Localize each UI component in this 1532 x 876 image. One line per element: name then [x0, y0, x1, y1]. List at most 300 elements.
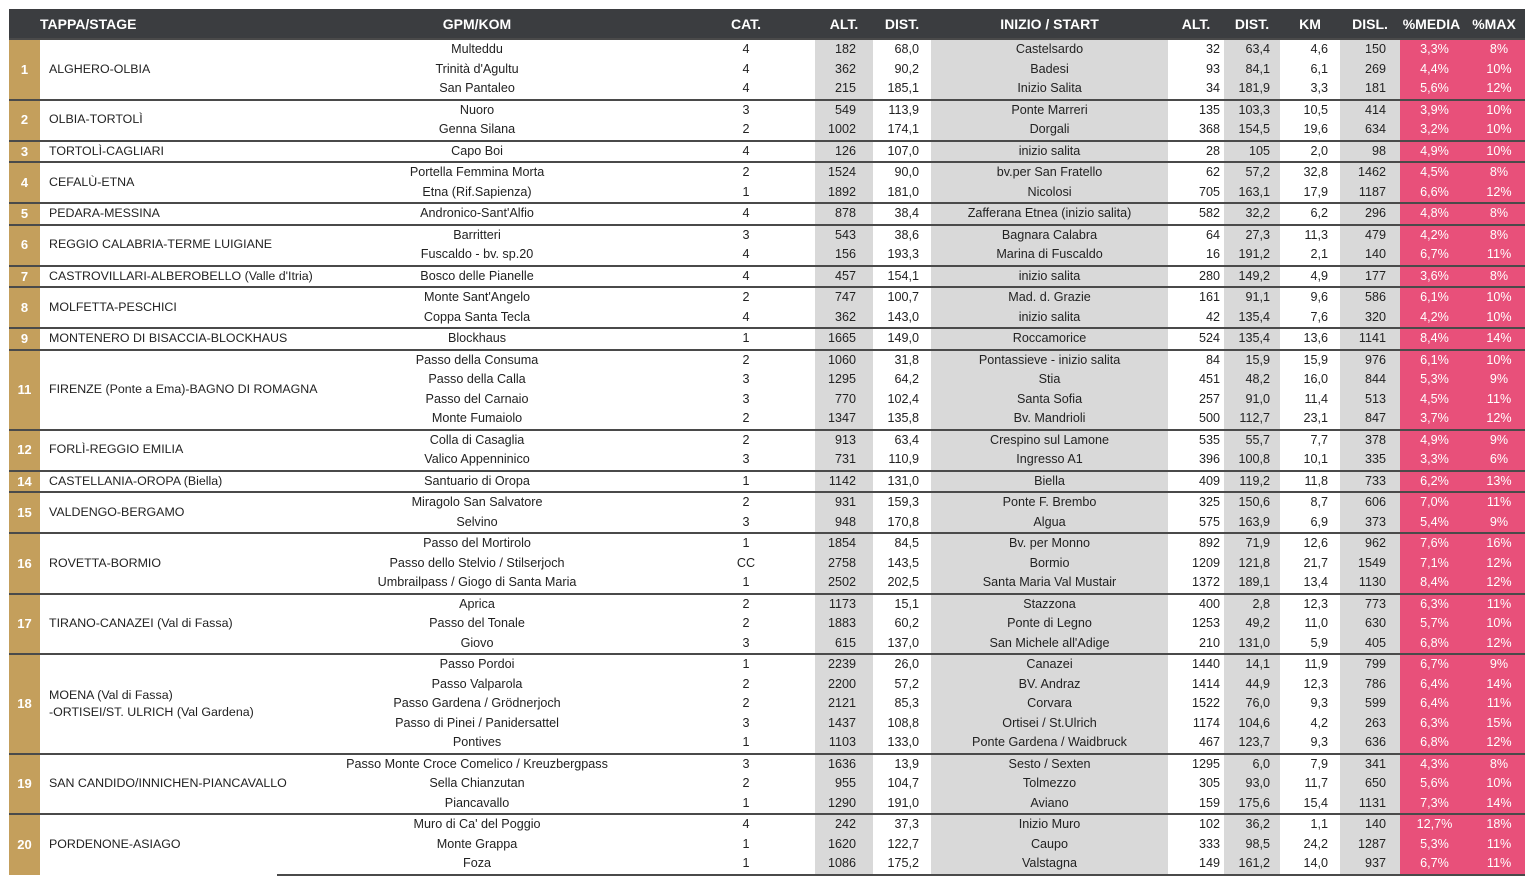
average-gradient: 3,9%: [1400, 100, 1463, 121]
climb-name: Coppa Santa Tecla: [423, 309, 531, 324]
climb-altitude: 1295: [815, 370, 873, 390]
climb-category: 1: [677, 854, 815, 875]
stage-name: FORLÌ-REGGIO EMILIA: [40, 430, 277, 471]
climb-altitude: 1142: [815, 471, 873, 493]
start-distance: 121,8: [1224, 554, 1280, 574]
start-distance: 2,8: [1224, 594, 1280, 615]
elevation-gain: 844: [1340, 370, 1400, 390]
climb-name: Aprica: [277, 594, 677, 615]
climb-category: 4: [677, 39, 815, 60]
climb-name: Miragolo San Salvatore: [277, 492, 677, 513]
start-altitude: 1174: [1192, 715, 1221, 730]
start-altitude: 93: [1206, 61, 1221, 76]
elevation-gain: 296: [1340, 203, 1400, 225]
max-gradient: 8%: [1463, 162, 1525, 183]
start-distance: 154,5: [1224, 120, 1280, 141]
max-gradient: 8%: [1463, 225, 1525, 246]
elevation-gain: 405: [1340, 634, 1400, 655]
climb-length-km: 12,6: [1280, 533, 1340, 554]
climb-altitude: 126: [815, 141, 873, 163]
climb-distance: 202,5: [887, 575, 920, 589]
max-gradient: 11%: [1463, 835, 1525, 855]
max-gradient: 10%: [1463, 100, 1525, 121]
climb-name: Passo del Mortirolo: [277, 533, 677, 554]
climb-name: Passo Gardena / Grödnerjoch: [393, 696, 561, 710]
climb-name: Colla di Casaglia: [277, 430, 677, 451]
climbs-table: [9, 9, 1525, 876]
max-gradient: 6%: [1463, 450, 1525, 471]
max-gradient: 16%: [1463, 533, 1525, 554]
start-altitude: 210: [1199, 635, 1221, 650]
elevation-gain: 335: [1340, 450, 1400, 471]
max-gradient: 14%: [1463, 794, 1525, 815]
start-altitude: 42: [1206, 309, 1221, 324]
average-gradient: 4,9%: [1400, 430, 1463, 451]
climb-distance: 90,2: [894, 61, 920, 76]
elevation-gain: 962: [1340, 533, 1400, 554]
climb-length-km: 10,1: [1303, 452, 1329, 466]
start-distance: 49,2: [1224, 614, 1280, 634]
average-gradient: 7,0%: [1400, 492, 1463, 513]
climb-altitude: 770: [815, 390, 873, 410]
climb-altitude: 1086: [815, 854, 873, 875]
climb-category: 2: [677, 430, 815, 451]
elevation-gain: 1130: [1340, 573, 1400, 594]
climb-category: 1: [742, 795, 750, 810]
header-cat: CAT.: [677, 9, 815, 39]
climb-altitude: 362: [815, 308, 873, 329]
climb-altitude: 156: [815, 245, 873, 266]
climb-category: 3: [677, 225, 815, 246]
climb-name: Muro di Ca' del Poggio: [277, 814, 677, 835]
start-distance: 93,0: [1224, 774, 1280, 794]
climbs-table-container: [9, 9, 1525, 876]
stage-number: 5: [9, 203, 40, 225]
climb-category: 4: [742, 81, 750, 95]
start-location: Badesi: [931, 60, 1168, 80]
climb-altitude: 457: [815, 266, 873, 288]
table-row: [9, 141, 1525, 163]
start-location: Inizio Muro: [931, 814, 1168, 835]
climb-name: Santuario di Oropa: [277, 471, 677, 493]
stage-number: 19: [9, 754, 40, 815]
max-gradient: 13%: [1463, 471, 1525, 493]
start-distance: 175,6: [1224, 794, 1280, 815]
climb-name: Passo del Carnaio: [425, 391, 529, 406]
start-distance: 123,7: [1224, 733, 1280, 754]
climb-length-km: 9,3: [1310, 735, 1329, 749]
climb-distance: 13,9: [873, 754, 931, 775]
max-gradient: 9%: [1463, 430, 1525, 451]
max-gradient: 10%: [1463, 287, 1525, 308]
stage-name: SAN CANDIDO/INNICHEN-PIANCAVALLO: [40, 754, 277, 815]
stage-number: 4: [9, 162, 40, 203]
elevation-gain: 1549: [1340, 554, 1400, 574]
table-body: [9, 39, 1525, 875]
header-start-dist: DIST.: [1224, 9, 1280, 39]
max-gradient: 8%: [1463, 754, 1525, 775]
start-altitude: 1209: [1191, 555, 1221, 570]
elevation-gain: 976: [1340, 350, 1400, 371]
max-gradient: 18%: [1463, 814, 1525, 835]
start-distance: 71,9: [1224, 533, 1280, 554]
average-gradient: 6,3%: [1400, 714, 1463, 734]
elevation-gain: 799: [1340, 654, 1400, 675]
climb-length-km: 15,4: [1303, 795, 1329, 810]
start-altitude: 467: [1199, 735, 1221, 749]
average-gradient: 5,4%: [1400, 513, 1463, 534]
average-gradient: 6,8%: [1400, 634, 1463, 655]
climb-distance: 104,7: [887, 776, 920, 790]
table-row: [9, 350, 1525, 371]
average-gradient: 4,9%: [1400, 141, 1463, 163]
stage-number: 16: [9, 533, 40, 594]
table-row: [9, 471, 1525, 493]
climb-name: Foza: [277, 854, 677, 875]
start-distance: 149,2: [1224, 266, 1280, 288]
stage-name: CASTROVILLARI-ALBEROBELLO (Valle d'Itria): [40, 266, 277, 288]
start-location: Bv. Mandrioli: [931, 409, 1168, 430]
header-dist: DIST.: [873, 9, 931, 39]
elevation-gain: 937: [1340, 854, 1400, 875]
climb-name: Genna Silana: [438, 122, 516, 136]
average-gradient: 4,8%: [1400, 203, 1463, 225]
start-altitude: 1295: [1168, 754, 1224, 775]
average-gradient: 7,6%: [1400, 533, 1463, 554]
stage-number: 14: [9, 471, 40, 493]
stage-name: PEDARA-MESSINA: [40, 203, 277, 225]
climb-category: 2: [677, 162, 815, 183]
climb-category: 1: [742, 836, 750, 851]
climb-altitude: 215: [815, 79, 873, 100]
start-location: Valstagna: [931, 854, 1168, 875]
elevation-gain: 177: [1340, 266, 1400, 288]
start-altitude: 1522: [1191, 696, 1221, 710]
max-gradient: 12%: [1463, 634, 1525, 655]
max-gradient: 10%: [1463, 141, 1525, 163]
climb-category: 2: [677, 492, 815, 513]
max-gradient: 11%: [1463, 390, 1525, 410]
start-location: Canazei: [931, 654, 1168, 675]
stage-number: 17: [9, 594, 40, 655]
climb-altitude: 549: [815, 100, 873, 121]
climb-category: 1: [677, 471, 815, 493]
start-altitude: 333: [1199, 836, 1221, 851]
climb-category: 4: [742, 309, 750, 324]
climb-name: Portella Femmina Morta: [277, 162, 677, 183]
start-altitude: 257: [1199, 391, 1221, 406]
climb-category: 1: [742, 184, 750, 199]
start-distance: 163,9: [1224, 513, 1280, 534]
climb-length-km: 32,8: [1280, 162, 1340, 183]
start-location: Roccamorice: [931, 328, 1168, 350]
start-location: Zafferana Etnea (inizio salita): [931, 203, 1168, 225]
stage-number: 15: [9, 492, 40, 533]
climb-distance: 57,2: [894, 676, 920, 691]
max-gradient: 10%: [1463, 60, 1525, 80]
climb-distance: 191,0: [887, 795, 920, 810]
average-gradient: 5,6%: [1400, 774, 1463, 794]
start-distance: 112,7: [1224, 409, 1280, 430]
average-gradient: 6,1%: [1400, 287, 1463, 308]
climb-altitude: 2200: [815, 675, 873, 695]
start-altitude: 34: [1206, 81, 1221, 95]
table-row: [9, 266, 1525, 288]
start-distance: 76,0: [1224, 694, 1280, 714]
start-location: Ponte di Legno: [931, 614, 1168, 634]
start-location: Nicolosi: [931, 183, 1168, 204]
climb-distance: 68,0: [873, 39, 931, 60]
climb-altitude: 1883: [815, 614, 873, 634]
average-gradient: 6,8%: [1400, 733, 1463, 754]
average-gradient: 5,6%: [1400, 79, 1463, 100]
stage-name: PORDENONE-ASIAGO: [40, 814, 277, 875]
climb-category: 3: [742, 715, 750, 730]
climb-name: Passo del Tonale: [429, 616, 525, 630]
start-distance: 131,0: [1224, 634, 1280, 655]
climb-distance: 154,1: [873, 266, 931, 288]
climb-altitude: 1854: [815, 533, 873, 554]
climb-category: 3: [742, 391, 750, 406]
climb-distance: 185,1: [887, 81, 920, 95]
start-distance: 91,0: [1224, 390, 1280, 410]
start-altitude: 1253: [1191, 616, 1221, 630]
climb-length-km: 16,0: [1303, 372, 1329, 386]
climb-category: 4: [742, 61, 750, 76]
max-gradient: 14%: [1463, 675, 1525, 695]
max-gradient: 11%: [1463, 594, 1525, 615]
start-altitude: 400: [1168, 594, 1224, 615]
climb-length-km: 13,4: [1303, 575, 1329, 589]
start-distance: 100,8: [1224, 450, 1280, 471]
climb-distance: 133,0: [887, 735, 920, 749]
climb-distance: 174,1: [887, 122, 920, 136]
start-location: Bormio: [931, 554, 1168, 574]
average-gradient: 3,7%: [1400, 409, 1463, 430]
start-altitude: 161: [1168, 287, 1224, 308]
start-altitude: 16: [1206, 247, 1221, 261]
elevation-gain: 378: [1340, 430, 1400, 451]
climb-distance: 131,0: [873, 471, 931, 493]
climb-altitude: 1060: [815, 350, 873, 371]
stage-number: 18: [9, 654, 40, 754]
climb-distance: 38,6: [873, 225, 931, 246]
climb-category: 3: [677, 100, 815, 121]
climb-category: 2: [742, 122, 750, 136]
climb-length-km: 7,7: [1280, 430, 1340, 451]
climb-distance: 107,0: [873, 141, 931, 163]
start-distance: 98,5: [1224, 835, 1280, 855]
climb-length-km: 11,4: [1304, 391, 1329, 406]
climb-distance: 143,0: [887, 309, 920, 324]
start-altitude: 500: [1199, 411, 1221, 425]
climb-name: Passo Monte Croce Comelico / Kreuzbergpass: [277, 754, 677, 775]
max-gradient: 12%: [1463, 79, 1525, 100]
start-distance: 6,0: [1224, 754, 1280, 775]
stage-name: REGGIO CALABRIA-TERME LUIGIANE: [40, 225, 277, 266]
start-location: Tolmezzo: [931, 774, 1168, 794]
climb-name: Passo dello Stelvio / Stilserjoch: [389, 555, 565, 570]
start-altitude: 409: [1168, 471, 1224, 493]
elevation-gain: 650: [1340, 774, 1400, 794]
climb-category: 1: [677, 328, 815, 350]
average-gradient: 4,4%: [1400, 60, 1463, 80]
start-distance: 105: [1224, 141, 1280, 163]
climb-distance: 37,3: [873, 814, 931, 835]
climb-category: 2: [742, 411, 750, 425]
header-km: KM: [1280, 9, 1340, 39]
climb-name: Umbrailpass / Giogo di Santa Maria: [377, 575, 577, 589]
table-row: [9, 654, 1525, 675]
table-row: [9, 287, 1525, 308]
average-gradient: 6,3%: [1400, 594, 1463, 615]
start-location: Sesto / Sexten: [931, 754, 1168, 775]
climb-distance: 38,4: [873, 203, 931, 225]
elevation-gain: 1287: [1340, 835, 1400, 855]
start-distance: 55,7: [1224, 430, 1280, 451]
climb-name: Pontives: [452, 735, 502, 749]
climb-length-km: 11,7: [1304, 776, 1329, 790]
start-altitude: 705: [1199, 184, 1221, 199]
average-gradient: 6,1%: [1400, 350, 1463, 371]
elevation-gain: 320: [1340, 308, 1400, 329]
start-location: Castelsardo: [931, 39, 1168, 60]
table-row: [9, 162, 1525, 183]
climb-category: 2: [742, 776, 750, 790]
start-altitude: 1414: [1191, 676, 1221, 691]
climb-distance: 137,0: [887, 635, 920, 650]
climb-length-km: 2,0: [1280, 141, 1340, 163]
stage-name: FIRENZE (Ponte a Ema)-BAGNO DI ROMAGNA: [40, 350, 277, 430]
climb-altitude: 1290: [815, 794, 873, 815]
climb-length-km: 6,9: [1310, 514, 1329, 529]
climb-length-km: 3,3: [1310, 81, 1329, 95]
climb-name: Piancavallo: [444, 795, 510, 810]
stage-name: CEFALÙ-ETNA: [40, 162, 277, 203]
climb-category: 3: [742, 635, 750, 650]
start-altitude: 64: [1168, 225, 1224, 246]
elevation-gain: 733: [1340, 471, 1400, 493]
climb-distance: 135,8: [887, 411, 920, 425]
max-gradient: 10%: [1463, 614, 1525, 634]
climb-name: Passo Pordoi: [277, 654, 677, 675]
climb-altitude: 931: [815, 492, 873, 513]
start-distance: 161,2: [1224, 854, 1280, 875]
average-gradient: 6,7%: [1400, 654, 1463, 675]
climb-altitude: 2758: [815, 554, 873, 574]
start-altitude: 84: [1168, 350, 1224, 371]
elevation-gain: 269: [1340, 60, 1400, 80]
start-distance: 32,2: [1224, 203, 1280, 225]
climb-name: Passo della Consuma: [277, 350, 677, 371]
average-gradient: 3,2%: [1400, 120, 1463, 141]
climb-category: 4: [742, 247, 750, 261]
stage-number: 20: [9, 814, 40, 875]
climb-altitude: 615: [815, 634, 873, 655]
stage-number: 11: [9, 350, 40, 430]
elevation-gain: 599: [1340, 694, 1400, 714]
start-distance: 104,6: [1224, 714, 1280, 734]
elevation-gain: 847: [1340, 409, 1400, 430]
stage-number: 3: [9, 141, 40, 163]
climb-length-km: 12,3: [1303, 676, 1329, 691]
stage-name: TORTOLÌ-CAGLIARI: [40, 141, 277, 163]
table-row: [9, 814, 1525, 835]
start-altitude: 451: [1199, 372, 1221, 386]
header-gpm: GPM/KOM: [277, 9, 677, 39]
start-location: Ponte Gardena / Waidbruck: [931, 733, 1168, 754]
climb-category: 1: [677, 654, 815, 675]
elevation-gain: 140: [1340, 245, 1400, 266]
start-distance: 63,4: [1224, 39, 1280, 60]
start-location: Caupo: [931, 835, 1168, 855]
start-distance: 84,1: [1224, 60, 1280, 80]
stage-number: 9: [9, 328, 40, 350]
stage-number: 8: [9, 287, 40, 328]
climb-altitude: 878: [815, 203, 873, 225]
start-location: Bagnara Calabra: [931, 225, 1168, 246]
climb-length-km: 19,6: [1303, 122, 1329, 136]
climb-name: Bosco delle Pianelle: [277, 266, 677, 288]
start-distance: 119,2: [1224, 471, 1280, 493]
climb-name: Passo della Calla: [428, 372, 526, 386]
climb-length-km: 15,9: [1280, 350, 1340, 371]
climb-distance: 31,8: [873, 350, 931, 371]
start-location: San Michele all'Adige: [931, 634, 1168, 655]
start-location: inizio salita: [931, 141, 1168, 163]
climb-category: 1: [677, 533, 815, 554]
max-gradient: 12%: [1463, 554, 1525, 574]
elevation-gain: 1141: [1340, 328, 1400, 350]
start-location: Crespino sul Lamone: [931, 430, 1168, 451]
start-location: Stia: [931, 370, 1168, 390]
max-gradient: 9%: [1463, 513, 1525, 534]
stage-name: MOLFETTA-PESCHICI: [40, 287, 277, 328]
start-location: Ortisei / St.Ulrich: [931, 714, 1168, 734]
start-altitude: 892: [1168, 533, 1224, 554]
start-location: Biella: [931, 471, 1168, 493]
climb-name: San Pantaleo: [439, 81, 515, 95]
start-altitude: 280: [1168, 266, 1224, 288]
climb-length-km: 4,2: [1310, 715, 1329, 730]
start-distance: 15,9: [1224, 350, 1280, 371]
climb-distance: 90,0: [873, 162, 931, 183]
climb-altitude: 1002: [815, 120, 873, 141]
climb-altitude: 1173: [815, 594, 873, 615]
start-distance: 91,1: [1224, 287, 1280, 308]
start-altitude: 102: [1168, 814, 1224, 835]
climb-category: 2: [742, 696, 750, 710]
table-row: [9, 39, 1525, 60]
table-row: [9, 225, 1525, 246]
average-gradient: 4,2%: [1400, 308, 1463, 329]
elevation-gain: 1131: [1340, 794, 1400, 815]
max-gradient: 11%: [1463, 492, 1525, 513]
climb-length-km: 6,2: [1280, 203, 1340, 225]
stage-number: 12: [9, 430, 40, 471]
climb-category: 3: [677, 754, 815, 775]
start-altitude: 32: [1168, 39, 1224, 60]
max-gradient: 8%: [1463, 39, 1525, 60]
max-gradient: 8%: [1463, 203, 1525, 225]
climb-length-km: 11,0: [1304, 616, 1329, 630]
max-gradient: 14%: [1463, 328, 1525, 350]
elevation-gain: 773: [1340, 594, 1400, 615]
table-row: [9, 492, 1525, 513]
start-distance: 191,2: [1224, 245, 1280, 266]
elevation-gain: 636: [1340, 733, 1400, 754]
start-altitude: 1440: [1168, 654, 1224, 675]
